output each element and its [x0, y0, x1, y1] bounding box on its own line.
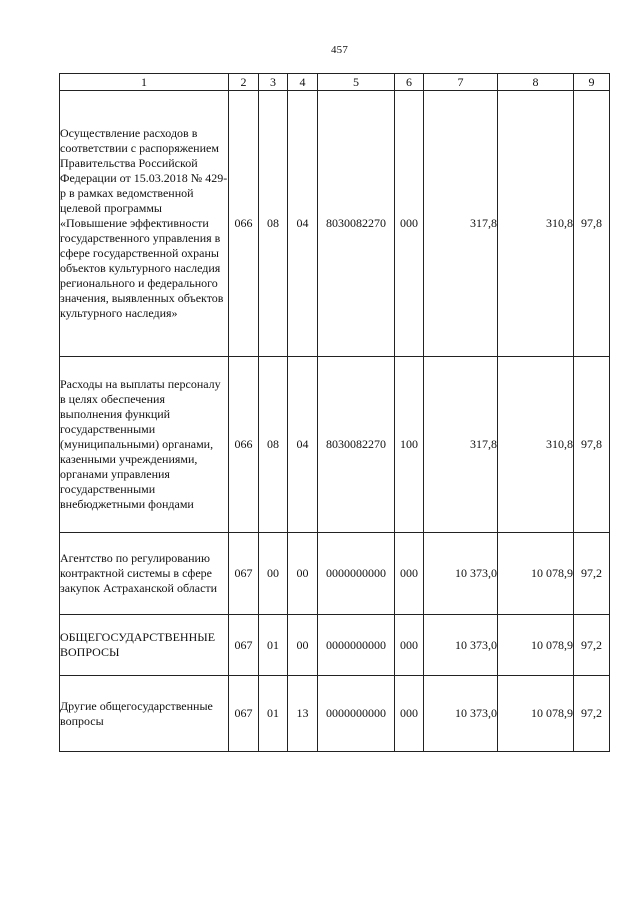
planned-amount-cell: 10 373,0: [424, 676, 498, 752]
section-cell: 08: [259, 91, 288, 357]
item-name-cell: Агентство по регулированию контрактной системы в сфере закупок Астраханской области: [60, 533, 229, 615]
percent-cell: 97,2: [574, 676, 610, 752]
expense-type-cell: 000: [395, 676, 424, 752]
subsection-cell: 00: [288, 533, 318, 615]
section-cell: 00: [259, 533, 288, 615]
planned-amount-cell: 317,8: [424, 91, 498, 357]
section-cell: 08: [259, 357, 288, 533]
expense-type-cell: 000: [395, 615, 424, 676]
admin-code-cell: 066: [229, 357, 259, 533]
header-cell: 7: [424, 74, 498, 91]
admin-code-cell: 066: [229, 91, 259, 357]
table-row: [60, 676, 610, 752]
header-cell: 1: [60, 74, 229, 91]
header-cell: 4: [288, 74, 318, 91]
header-cell: 9: [574, 74, 610, 91]
header-cell: 2: [229, 74, 259, 91]
item-name-cell: ОБЩЕГОСУДАРСТВЕННЫЕ ВОПРОСЫ: [60, 615, 229, 676]
table-row: [60, 615, 610, 676]
planned-amount-cell: 10 373,0: [424, 533, 498, 615]
item-name-cell: Другие общегосударственные вопросы: [60, 676, 229, 752]
header-cell: 6: [395, 74, 424, 91]
table-row: [60, 91, 610, 357]
percent-cell: 97,2: [574, 615, 610, 676]
header-row: [60, 74, 610, 91]
target-article-cell: 0000000000: [318, 676, 395, 752]
admin-code-cell: 067: [229, 676, 259, 752]
page-number: 457: [330, 44, 349, 56]
budget-table: [59, 73, 610, 752]
item-name-cell: Осуществление расходов в соответствии с распоряжением Правительства Российской Федерации от 15.03.2018 № 429-р в рамках ведомственной целевой программы «Повышение эффективности государственного управления в сфере государственной охраны объектов культурного наследия регионального и федерального значения, выявленных объектов культурного наследия»: [60, 91, 229, 357]
actual-amount-cell: 10 078,9: [498, 676, 574, 752]
table-row: [60, 533, 610, 615]
target-article-cell: 0000000000: [318, 533, 395, 615]
table-row: [60, 357, 610, 533]
item-name-cell: Расходы на выплаты персоналу в целях обеспечения выполнения функций государственными (муниципальными) органами, казенными учреждениями, органами управления государственными внебюджетными фондами: [60, 357, 229, 533]
target-article-cell: 8030082270: [318, 357, 395, 533]
percent-cell: 97,8: [574, 357, 610, 533]
actual-amount-cell: 10 078,9: [498, 615, 574, 676]
admin-code-cell: 067: [229, 615, 259, 676]
section-cell: 01: [259, 615, 288, 676]
expense-type-cell: 100: [395, 357, 424, 533]
subsection-cell: 00: [288, 615, 318, 676]
percent-cell: 97,2: [574, 533, 610, 615]
subsection-cell: 04: [288, 357, 318, 533]
admin-code-cell: 067: [229, 533, 259, 615]
planned-amount-cell: 317,8: [424, 357, 498, 533]
section-cell: 01: [259, 676, 288, 752]
target-article-cell: 8030082270: [318, 91, 395, 357]
percent-cell: 97,8: [574, 91, 610, 357]
subsection-cell: 13: [288, 676, 318, 752]
expense-type-cell: 000: [395, 91, 424, 357]
actual-amount-cell: 10 078,9: [498, 533, 574, 615]
header-cell: 8: [498, 74, 574, 91]
expense-type-cell: 000: [395, 533, 424, 615]
target-article-cell: 0000000000: [318, 615, 395, 676]
actual-amount-cell: 310,8: [498, 91, 574, 357]
subsection-cell: 04: [288, 91, 318, 357]
actual-amount-cell: 310,8: [498, 357, 574, 533]
header-cell: 3: [259, 74, 288, 91]
planned-amount-cell: 10 373,0: [424, 615, 498, 676]
header-cell: 5: [318, 74, 395, 91]
